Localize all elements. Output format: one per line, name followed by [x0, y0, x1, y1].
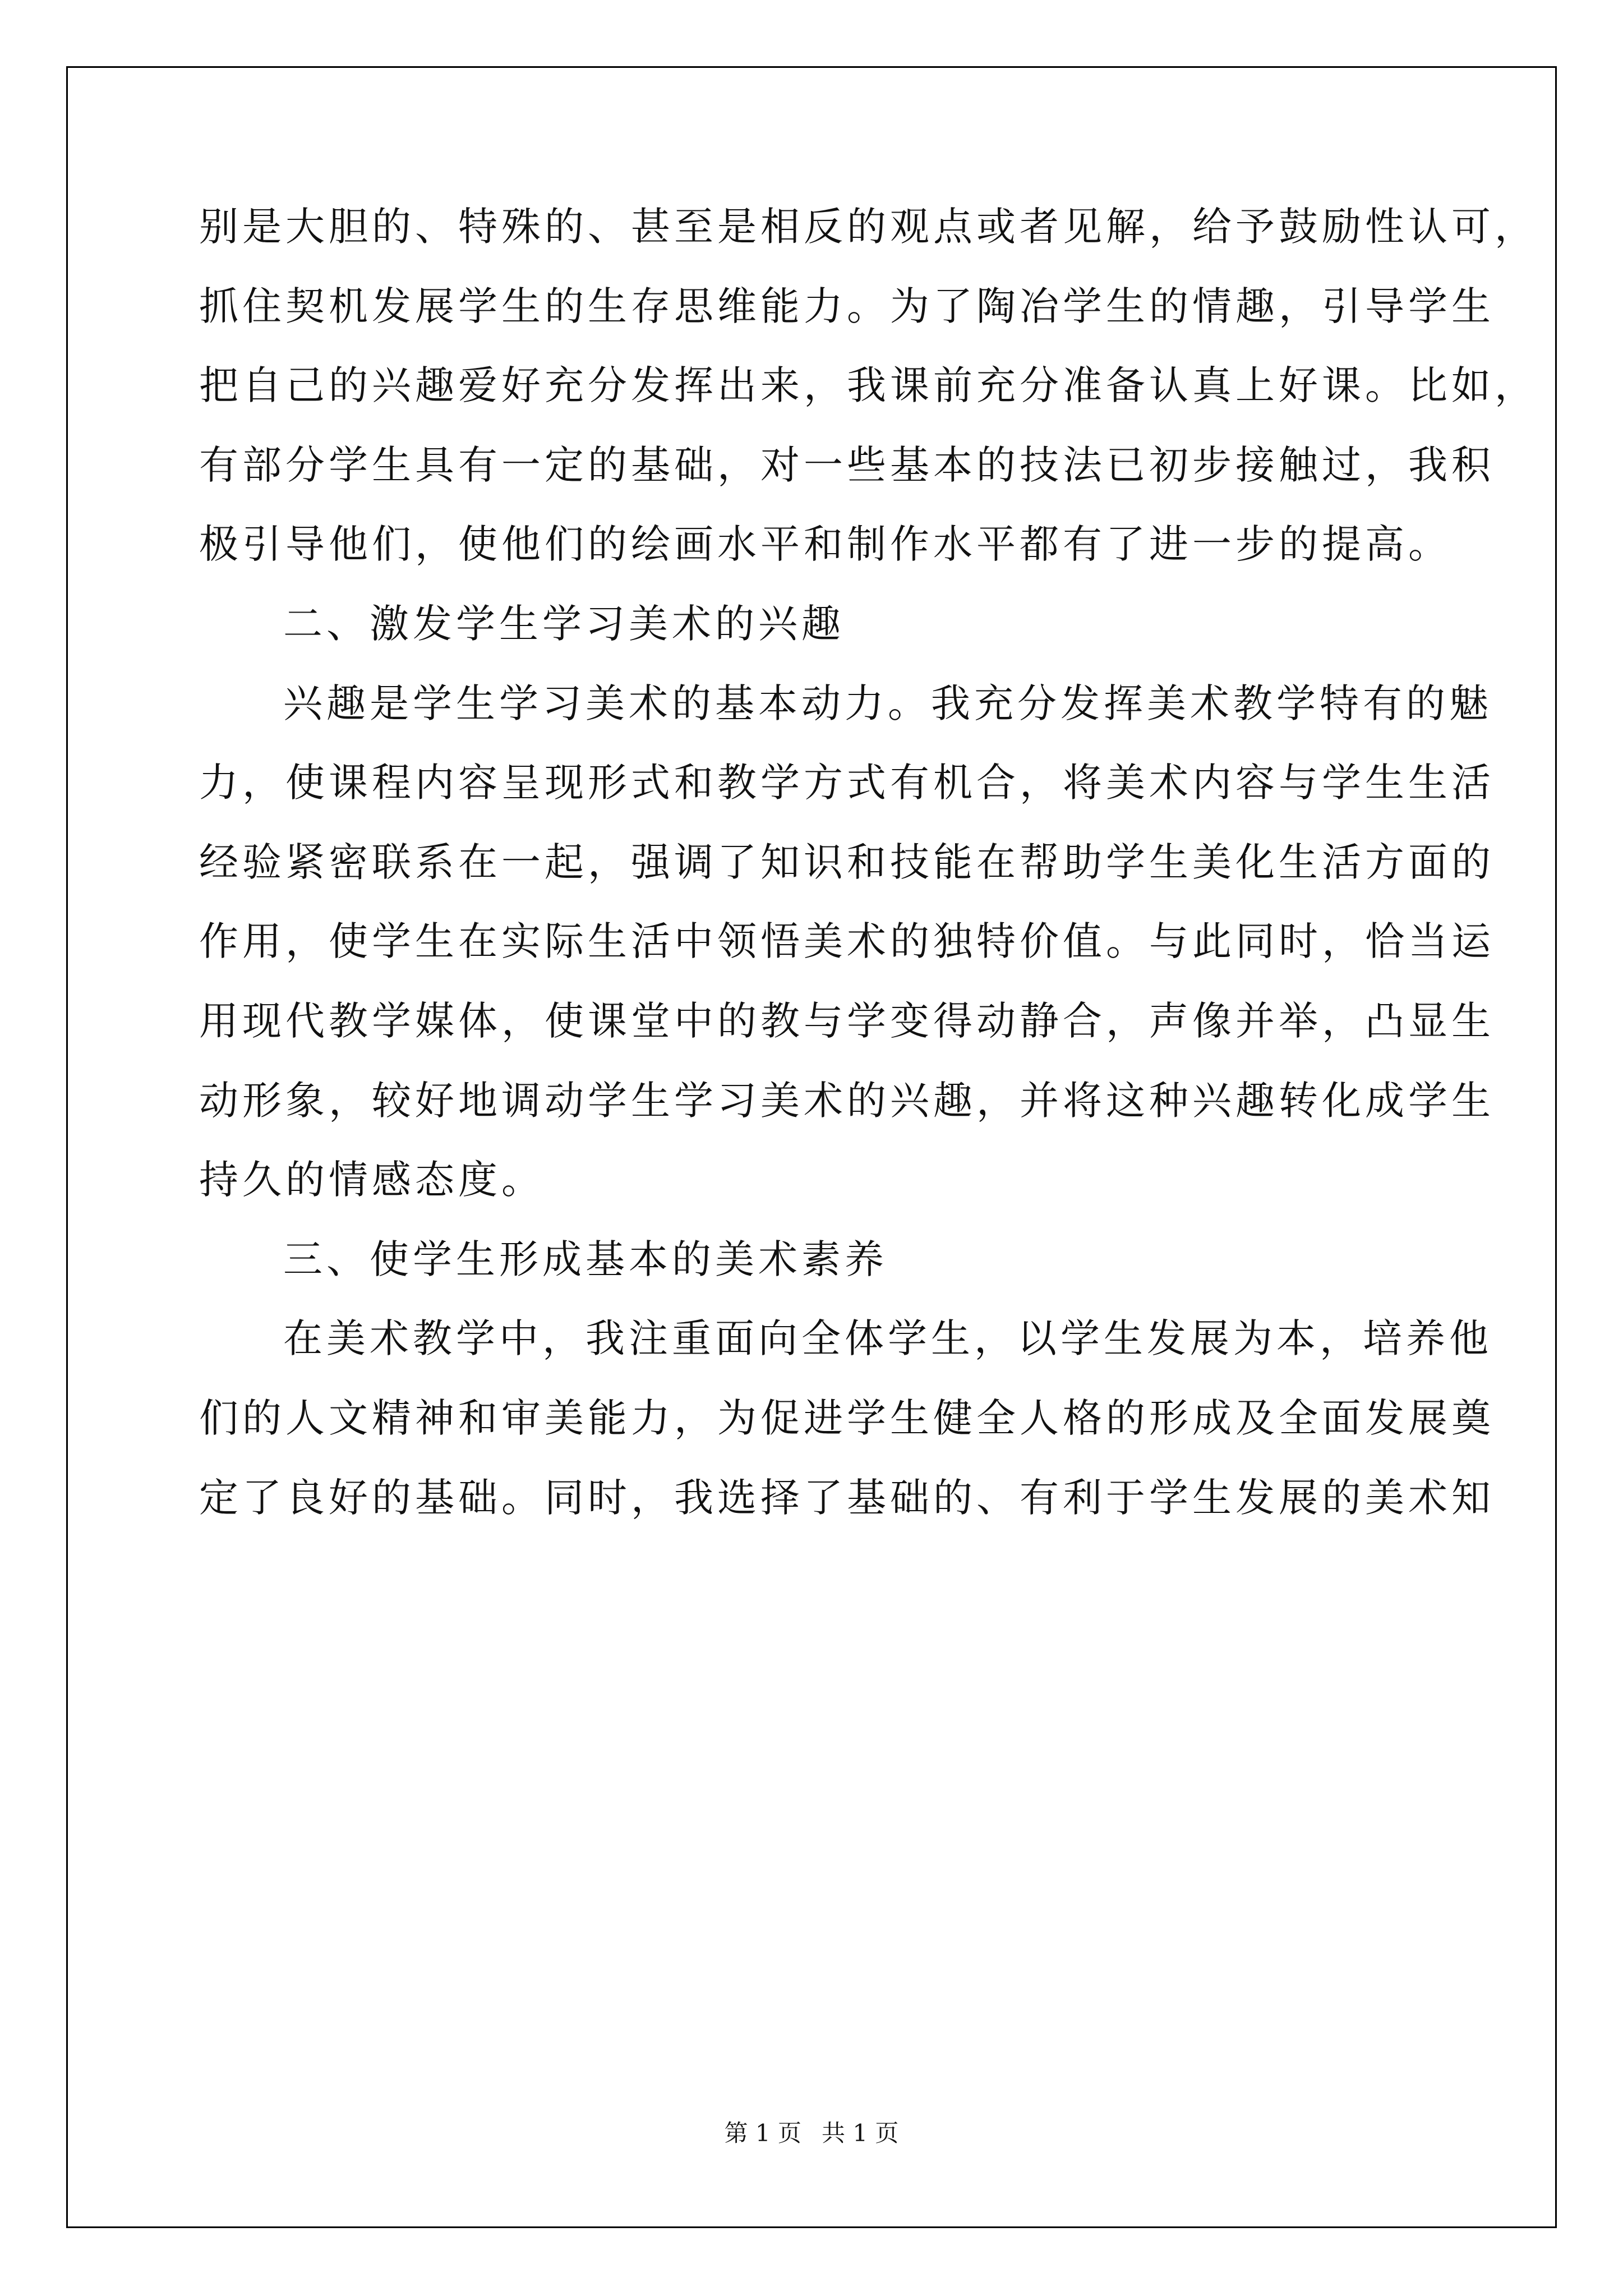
text-line-3: 把自己的兴趣爱好充分发挥出来，我课前充分准备认真上好课。比如， [199, 362, 1538, 409]
document-body [199, 187, 1538, 1538]
text-line-8: 力，使课程内容呈现形式和教学方式有机合，将美术内容与学生生活 [199, 760, 1495, 806]
text-line-1: 别是大胆的、特殊的、甚至是相反的观点或者见解，给予鼓励性认可， [199, 204, 1538, 250]
page-number-total: 共 1 页 [822, 2119, 899, 2147]
section-heading-3: 三、使学生形成基本的美术素养 [283, 1236, 888, 1282]
text-line-2: 抓住契机发展学生的生存思维能力。为了陶冶学生的情趣，引导学生 [199, 283, 1495, 329]
text-line-10: 作用，使学生在实际生活中领悟美术的独特价值。与此同时，恰当运 [199, 918, 1495, 965]
text-line-16: 们的人文精神和审美能力，为促进学生健全人格的形成及全面发展奠 [199, 1395, 1495, 1441]
text-line-12: 动形象，较好地调动学生学习美术的兴趣，并将这种兴趣转化成学生 [199, 1077, 1495, 1124]
page-footer [0, 2115, 1623, 2148]
text-line-17: 定了良好的基础。同时，我选择了基础的、有利于学生发展的美术知 [199, 1474, 1495, 1521]
text-line-5: 极引导他们，使他们的绘画水平和制作水平都有了进一步的提高。 [199, 521, 1451, 568]
section-heading-2: 二、激发学生学习美术的兴趣 [283, 600, 845, 647]
text-line-7: 兴趣是学生学习美术的基本动力。我充分发挥美术教学特有的魅 [283, 680, 1492, 726]
text-line-4: 有部分学生具有一定的基础，对一些基本的技法已初步接触过，我积 [199, 441, 1495, 488]
text-line-9: 经验紧密联系在一起，强调了知识和技能在帮助学生美化生活方面的 [199, 839, 1495, 885]
page-number-current: 第 1 页 [724, 2119, 801, 2147]
text-line-13: 持久的情感态度。 [199, 1157, 545, 1203]
text-line-15: 在美术教学中，我注重面向全体学生，以学生发展为本，培养他 [283, 1315, 1492, 1362]
text-line-11: 用现代教学媒体，使课堂中的教与学变得动静合，声像并举，凸显生 [199, 997, 1495, 1044]
